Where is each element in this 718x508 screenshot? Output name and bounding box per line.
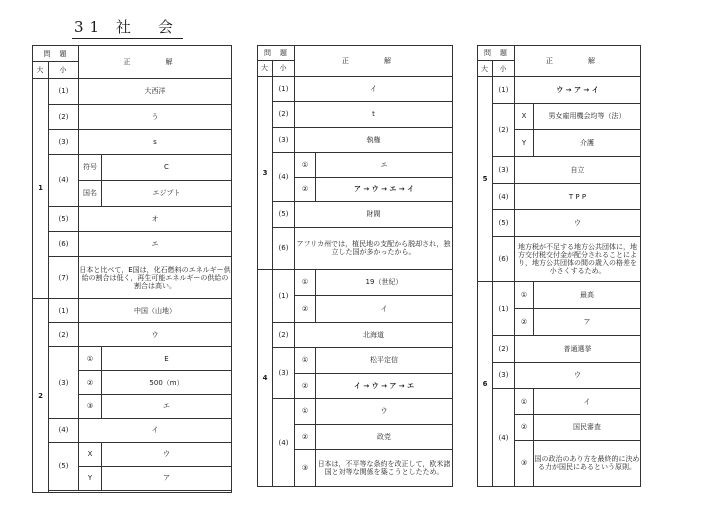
answer-cell: オ	[79, 206, 232, 231]
header-seikai: 正 解	[515, 46, 641, 77]
page-title: 31 社 会	[72, 16, 183, 39]
circle-number: ①	[515, 389, 534, 415]
answer-cell: 松平定信	[316, 348, 453, 374]
answer-cell: E	[102, 347, 232, 371]
sub-label: (4)	[493, 183, 515, 210]
answer-cell: ウ	[515, 210, 641, 237]
answer-table-3	[477, 45, 641, 487]
field-label: X	[515, 103, 534, 130]
answer-cell: エ	[102, 395, 232, 419]
sub-label: (3)	[273, 348, 295, 399]
answer-cell: イ	[295, 76, 453, 102]
answer-cell: ア	[534, 309, 641, 336]
answer-cell: 自立	[515, 156, 641, 183]
answer-cell: イ	[79, 418, 232, 442]
answer-cell: ア	[102, 466, 232, 490]
header-sho: 小	[49, 62, 79, 78]
sub-label: (4)	[493, 389, 515, 487]
header-mondai: 問 題	[33, 46, 79, 62]
answer-cell: う	[79, 104, 232, 129]
sub-label: (3)	[49, 347, 79, 419]
answer-text: 日本は，不平等な条約を改正して，欧米諸国と対等な関係を築こうとしたため。	[316, 450, 453, 487]
circle-number: ①	[515, 282, 534, 309]
sub-label: (2)	[273, 322, 295, 348]
sub-label: (1)	[49, 78, 79, 104]
header-mondai: 問 題	[258, 46, 295, 61]
circle-number: ②	[79, 371, 102, 395]
sub-label: (6)	[493, 237, 515, 282]
circle-number: ①	[295, 269, 316, 296]
field-label: Y	[79, 466, 102, 490]
sub-label: (2)	[49, 323, 79, 347]
answer-cell: ア → ウ → エ → イ	[316, 177, 453, 202]
sub-label: (6)	[273, 227, 295, 269]
question-3-number: 3	[258, 76, 273, 269]
circle-number: ②	[295, 177, 316, 202]
answer-cell: イ	[534, 389, 641, 415]
sub-label: (1)	[493, 282, 515, 335]
answer-cell: 政党	[316, 424, 453, 450]
circle-number: ③	[79, 395, 102, 419]
sub-label: (2)	[49, 104, 79, 129]
sub-label: (5)	[49, 206, 79, 231]
header-dai: 大	[478, 61, 493, 76]
answer-table-2	[257, 45, 453, 487]
answer-cell: エジプト	[102, 180, 232, 206]
answer-cell: 大西洋	[79, 78, 232, 104]
answer-cell: ウ	[102, 442, 232, 466]
answer-cell: 執権	[295, 127, 453, 153]
answer-cell: 普通選挙	[515, 335, 641, 362]
sub-label: (2)	[493, 335, 515, 362]
sub-label: (3)	[49, 129, 79, 154]
header-sho: 小	[273, 61, 295, 76]
field-label: Y	[515, 130, 534, 157]
sub-label: (1)	[273, 76, 295, 102]
answer-cell: T P P	[515, 183, 641, 210]
sub-label: (1)	[49, 299, 79, 323]
circle-number: ①	[295, 348, 316, 374]
sub-label: (5)	[493, 210, 515, 237]
sub-label: (2)	[273, 102, 295, 128]
question-6-number: 6	[478, 282, 493, 487]
question-2-number: 2	[33, 299, 49, 493]
header-seikai: 正 解	[79, 46, 232, 79]
answer-cell: ウ → ア → イ	[515, 76, 641, 103]
header-seikai: 正 解	[295, 46, 453, 77]
sub-label: (1)	[493, 76, 515, 103]
circle-number: ③	[295, 450, 316, 487]
sub-label: (4)	[49, 418, 79, 442]
question-1-number: 1	[33, 78, 49, 299]
answer-cell: s	[79, 129, 232, 154]
answer-cell: エ	[79, 231, 232, 256]
answer-cell: 中国（山地）	[79, 299, 232, 323]
circle-number: ①	[295, 153, 316, 178]
answer-cell: 500（m）	[102, 371, 232, 395]
sub-label: (2)	[493, 103, 515, 156]
sub-label: (5)	[273, 202, 295, 228]
sub-label: (6)	[49, 231, 79, 256]
question-4-number: 4	[258, 269, 273, 486]
sub-label: (3)	[493, 156, 515, 183]
field-label: 国名	[79, 180, 102, 206]
header-dai: 大	[258, 61, 273, 76]
sub-label: (4)	[273, 153, 295, 202]
sub-label: (4)	[49, 154, 79, 206]
answer-text: アフリカ州では，植民地の支配から脱却され，独立した国が多かったから。	[295, 227, 453, 269]
answer-text: 国の政治のあり方を最終的に決める力が国民にあるという原則。	[534, 440, 641, 486]
circle-number: ②	[515, 309, 534, 336]
sub-label: (3)	[493, 362, 515, 389]
circle-number: ②	[295, 296, 316, 323]
answer-cell: イ → ウ → ア → エ	[316, 373, 453, 399]
answer-table-1	[32, 45, 232, 493]
question-5-number: 5	[478, 76, 493, 282]
answer-cell: C	[102, 154, 232, 180]
header-mondai: 問 題	[478, 46, 515, 61]
sub-label: (7)	[49, 256, 79, 298]
circle-number: ②	[295, 373, 316, 399]
answer-cell: ウ	[515, 362, 641, 389]
sub-label: (5)	[49, 442, 79, 490]
answer-cell: 男女雇用機会均等（法）	[534, 103, 641, 130]
answer-cell: イ	[316, 296, 453, 323]
answer-cell: ウ	[316, 399, 453, 425]
answer-cell: 国民審査	[534, 414, 641, 440]
sub-label: (4)	[273, 399, 295, 487]
answer-cell: t	[295, 102, 453, 128]
sub-label: (1)	[273, 269, 295, 322]
answer-cell: 19（世紀）	[316, 269, 453, 296]
circle-number: ①	[79, 347, 102, 371]
sub-label: (3)	[273, 127, 295, 153]
answer-text: 日本と比べて，E国は，化石燃料のエネルギー供給の割合は低く，再生可能エネルギーの供給の割合は高い。	[79, 256, 232, 298]
field-label: X	[79, 442, 102, 466]
answer-cell: 北海道	[295, 322, 453, 348]
answer-text: 地方税が不足する地方公共団体に，地方交付税交付金が配分されることにより，地方公共団体の間の歳入の格差を小さくするため。	[515, 237, 641, 282]
field-label: 符号	[79, 154, 102, 180]
answer-cell: エ	[316, 153, 453, 178]
circle-number: ②	[295, 424, 316, 450]
circle-number: ②	[515, 414, 534, 440]
answer-cell: 介護	[534, 130, 641, 157]
header-dai: 大	[33, 62, 49, 78]
header-sho: 小	[493, 61, 515, 76]
circle-number: ①	[295, 399, 316, 425]
answer-cell: 最高	[534, 282, 641, 309]
answer-cell: 財閥	[295, 202, 453, 228]
answer-cell: ウ	[79, 323, 232, 347]
circle-number: ③	[515, 440, 534, 486]
